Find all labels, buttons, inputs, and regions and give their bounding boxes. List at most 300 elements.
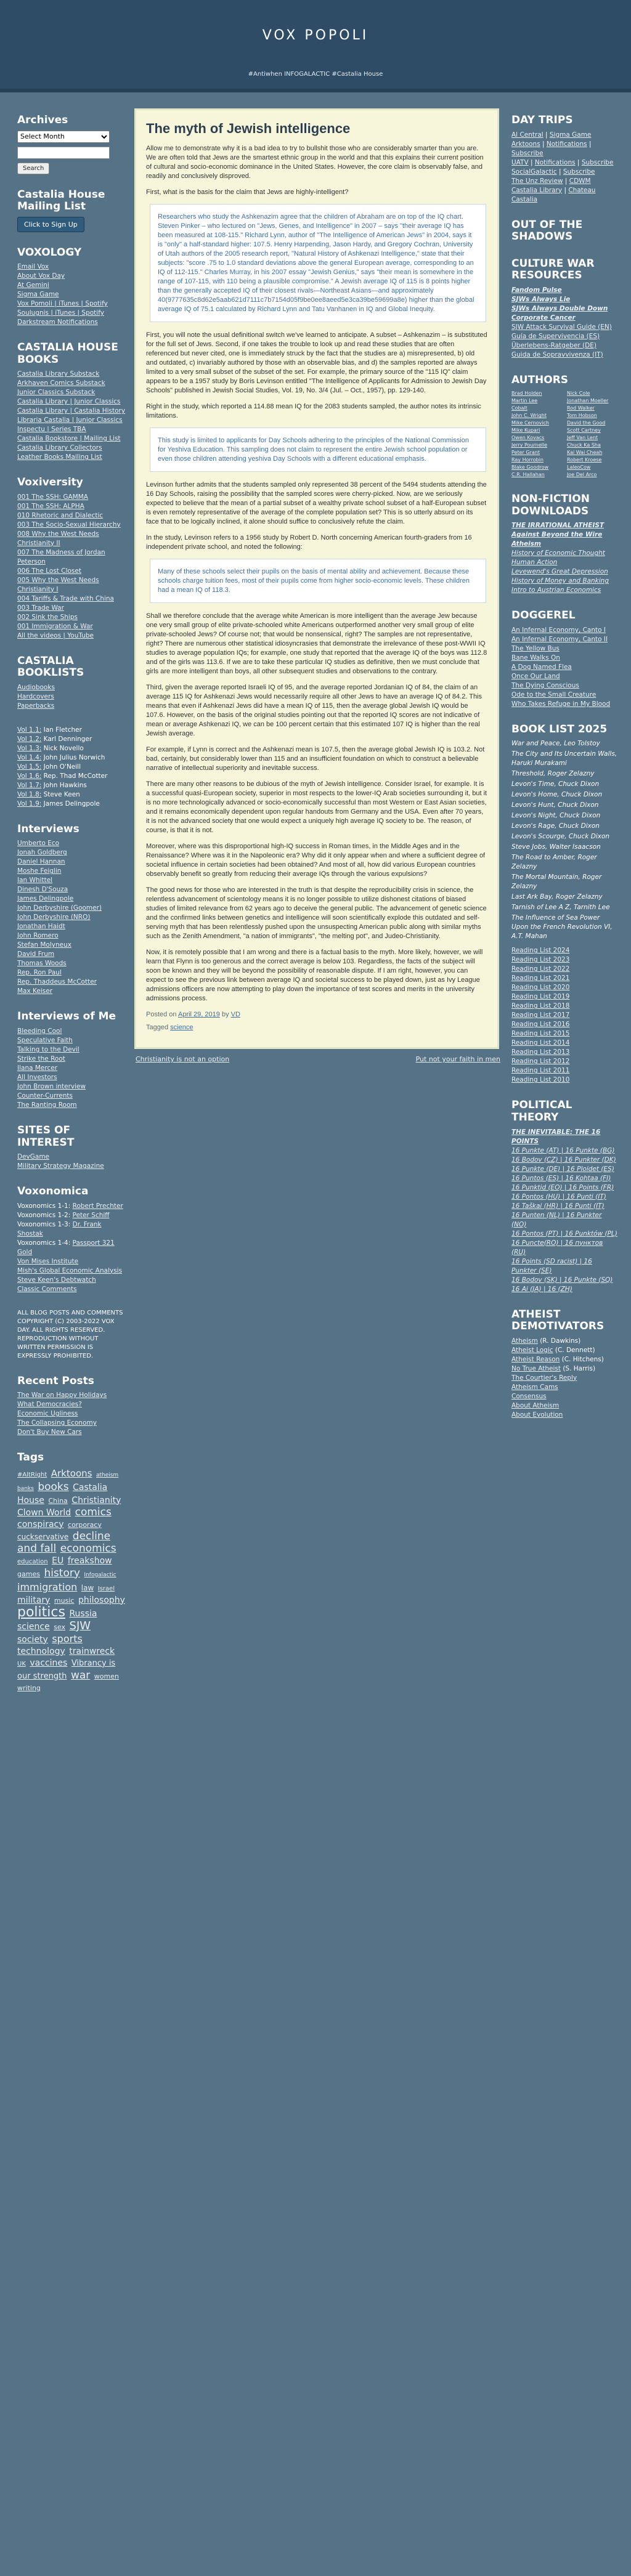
interview-link[interactable]: Jonathan Haidt [17,923,65,931]
demotivator-link[interactable]: No True Atheist [511,1364,561,1372]
interview-of-me-link[interactable]: Bleeding Cool [17,1027,62,1035]
author-link[interactable]: Jeff Van Lent [567,435,598,441]
reading-list-link[interactable]: Reading List 2020 [511,984,570,992]
author-link[interactable]: Robert Kroese [567,457,602,463]
author-link[interactable]: Martin Lee [511,398,538,404]
author-link[interactable]: Jonathan Moeller [567,398,609,404]
interview-of-me-link[interactable]: Speculative Faith [17,1037,73,1045]
book-list-item: Levon's Time, Chuck Dixon [511,780,600,788]
day-trip-link[interactable]: UATV [511,158,529,166]
voxiversity-item [17,502,127,511]
nonfiction-link[interactable]: History of Money and Banking [511,577,609,585]
booklist-list [17,683,127,711]
culture-war-link[interactable]: SJWs Always Lie [511,295,571,303]
author-link[interactable]: Owen Kovacs [511,435,545,441]
interview-of-me-item [17,1082,127,1092]
demotivator-item [511,1346,617,1355]
tag-cloud-link[interactable]: immigration [17,1581,78,1593]
castalia-books-link[interactable]: Castalia Library Collectors [17,444,102,452]
castalia-books-link[interactable]: Inspectu | Series TBA [17,426,86,434]
tag-cloud-link[interactable]: Israel [97,1585,115,1592]
nonfiction-link[interactable]: Intro to Austrian Economics [511,586,601,594]
political-theory-link[interactable]: 16 Pontos (HU) | 16 Punti (IT) [511,1193,606,1201]
tag-cloud-link[interactable]: games [17,1569,40,1578]
political-theory-link[interactable]: THE INEVITABLE: THE 16 POINTS [511,1128,601,1145]
reading-list-item [511,1011,617,1020]
sites-title: SITES OF INTEREST [17,1124,75,1149]
interview-of-me-link[interactable]: Strike the Root [17,1055,65,1063]
voxiversity-link[interactable]: 008 Why the West Needs Christianity II [17,530,99,547]
booklist-link[interactable]: Audiobooks [17,683,55,691]
doggerel-link[interactable]: The Yellow Bus [511,644,560,652]
tag-cloud-link[interactable]: sports [52,1632,83,1645]
interview-of-me-link[interactable]: John Brown interview [17,1083,86,1091]
voxonomica-label: Voxonomics 1-2: [17,1211,71,1219]
castalia-books-link[interactable]: Leather Books Mailing List [17,453,102,461]
nonfiction-link[interactable]: Levewend's Great Depression [511,568,608,576]
voxonomica-link[interactable]: Dr. Frank Shostak [17,1220,102,1237]
voxonomica-link[interactable]: Mish's Global Economic Analysis [17,1266,123,1274]
reading-list-item [511,955,617,965]
voxiversity-item [17,604,127,613]
interview-of-me-list [17,1027,127,1110]
volume-item [17,753,127,763]
shadows-widget [511,219,617,243]
recent-post-link[interactable]: Economic Ugliness [17,1410,78,1418]
doggerel-link[interactable]: The Dying Conscious [511,681,579,689]
author-link[interactable]: VD [230,1011,240,1018]
book-list-item: Threshold, Roger Zelazny [511,770,595,778]
castalia-books-link[interactable]: Castalia Bookstore | Mailing List [17,435,121,443]
castalia-books-item [17,370,127,379]
day-trip-link[interactable]: Subscribe [581,158,614,166]
voxiversity-link[interactable]: 003 Trade War [17,604,64,612]
volume-item [17,800,127,809]
culture-war-item [511,295,617,304]
demotivator-item [511,1383,617,1392]
interview-link[interactable]: Daniel Hannan [17,858,65,866]
demotivator-link[interactable]: Consensus [511,1392,547,1400]
book-list-item: Steve Jobs, Walter Isaacson [511,843,601,851]
voxology-link[interactable]: Email Vox [17,263,49,271]
doggerel-link[interactable]: An Infernal Economy, Canto I [511,626,606,634]
political-theory-link[interactable]: 16 Bodov (SK) | 16 Punkte (SQ) [511,1276,613,1284]
author-link[interactable]: Mike Cernovich [511,420,549,426]
post-paragraph: Right in the study, which reported a 114.88 mean IQ for the 2083 students sampled, the author notes its intrinsic limitations. [146,403,481,419]
reading-list-link[interactable]: Reading List 2012 [511,1058,570,1066]
author-link[interactable]: Brad Holden [511,391,542,397]
tag-link[interactable]: science [170,1024,193,1031]
book-list-item: War and Peace, Leo Tolstoy [511,740,600,748]
site-header [0,0,631,92]
castalia-books-link[interactable]: Junior Classics Substack [17,389,96,397]
interview-link[interactable]: John Derbyshire (Goomer) [17,904,102,912]
tag-cloud-link[interactable]: UK [17,1660,26,1667]
voxiversity-link[interactable]: 007 The Madness of Jordan Peterson [17,548,105,565]
booklists-title: CASTALIA BOOKLISTS [17,654,84,679]
castalia-books-link[interactable]: Castalia Library | Castalia History [17,407,126,415]
political-theory-link[interactable]: 16 Bodov (CZ) | 16 Punkter (DK) [511,1156,616,1164]
voxiversity-link[interactable]: 001 The SSH: GAMMA [17,493,88,501]
interview-of-me-link[interactable]: Ilana Mercer [17,1064,58,1072]
doggerel-link[interactable]: An Infernal Economy, Canto II [511,635,608,643]
doggerel-link[interactable]: Who Takes Refuge in My Blood [511,700,611,708]
author-link[interactable]: John C. Wright [511,413,547,419]
culture-war-link[interactable]: SJWs Always Double Down [511,304,608,312]
reading-list-link[interactable]: Reading List 2013 [511,1048,570,1056]
voxology-link[interactable]: Soulugnis | iTunes | Spotify [17,309,104,317]
tag-cloud-link[interactable]: military [17,1595,51,1605]
political-theory-link[interactable]: 16 Pontos (PT) | 16 Punktów (PL) [511,1229,617,1237]
reading-list-link[interactable]: Reading List 2017 [511,1011,570,1019]
recent-post-item [17,1419,127,1428]
culture-war-link[interactable]: Überlebens-Ratgeber (DE) [511,341,596,349]
interview-of-me-item [17,1073,127,1082]
doggerel-item [511,644,617,654]
voxiversity-item [17,594,127,604]
voxiversity-link[interactable]: 004 Tariffs & Trade with China [17,594,114,602]
political-theory-link[interactable]: 16 Punten (NL) | 16 Punkter (NO) [511,1211,602,1228]
interview-item [17,904,127,913]
voxiversity-link[interactable]: 001 The SSH: ALPHA [17,502,84,510]
tag-cloud-link[interactable]: EU [52,1555,64,1566]
site-title[interactable]: VOX POPOLI [262,28,369,43]
demotivator-text: (S. Harris) [561,1364,596,1372]
voxology-link[interactable]: At Gemini [17,281,49,290]
demotivator-link[interactable]: Atheist Reason [511,1355,560,1363]
volume-item [17,781,127,790]
reading-list-link[interactable]: Reading List 2024 [511,947,570,955]
demotivator-link[interactable]: Atheism Cams [511,1383,558,1391]
voxonomica-item [17,1220,127,1239]
post-paragraph: Levinson further admits that the students sampled only represented 38 percent of the 5494 students attending the 16 Day Schools, raising the possibility that the sampled scores were cherry-picked. Now, are we seriously expected to believe that the mean of a partial subset of a wealthy private school subset of a half-European subset is even remotely representative of the average of the complete population set? This is so utterly absurd on its face that to be logically inclined, it alone should suffice to conclusively refute the claim. [146,481,487,525]
castalia-books-link[interactable]: Arkhaven Comics Substack [17,379,105,387]
political-theory-link[interactable]: 16 Punktid (EO) | 16 Points (FR) [511,1183,614,1191]
voxology-item [17,262,127,272]
culture-war-item [511,332,617,341]
culture-war-item [511,341,617,350]
interview-link[interactable]: Umberto Eco [17,840,60,848]
tag-cloud-link[interactable]: history [44,1566,80,1579]
day-trip-link[interactable]: Notifications [546,140,587,148]
author-link[interactable]: Nick Cole [567,391,590,397]
tag-cloud-link[interactable]: freakshow [67,1555,112,1566]
tag-cloud-link[interactable]: Christianity [71,1495,121,1505]
demotivator-item [511,1337,617,1346]
volume-link[interactable]: Vol 1.3: [17,744,42,752]
post-date-link[interactable]: April 29, 2019 [178,1011,220,1018]
tag-cloud-link[interactable]: Castalia House [17,1482,108,1505]
voxonomica-title: Voxonomica [17,1185,89,1198]
tag-cloud-link[interactable]: trainwreck [69,1646,115,1656]
day-trip-link[interactable]: Castalia Library [511,186,563,194]
doggerel-link[interactable]: A Dog Named Flea [511,663,572,671]
day-trip-link[interactable]: Subscribe [563,168,595,176]
day-trip-link[interactable]: SocialGalactic [511,168,557,176]
author-link[interactable]: Chuck Ka Sha [567,442,601,448]
doggerel-link[interactable]: Ode to the Small Creature [511,691,596,699]
site-link[interactable]: DevGame [17,1153,50,1161]
day-trip-link[interactable]: Chateau Castalia [511,186,596,203]
interview-link[interactable]: Stefan Molyneux [17,941,71,949]
voxology-link[interactable]: Sigma Game [17,291,59,299]
sign-up-button[interactable]: Click to Sign Up [17,217,84,232]
volume-link[interactable]: Vol 1.4: [17,753,42,761]
author-link[interactable]: Peter Grant [511,450,540,456]
book-list-item: The City and Its Uncertain Walls, Haruki Murakami [511,750,617,768]
reading-list-link[interactable]: Reading List 2015 [511,1030,570,1038]
day-trip-link[interactable]: Arktoons [511,140,540,148]
tag-cloud-link[interactable]: #AltRight [17,1471,47,1478]
volume-link[interactable]: Vol 1.1: [17,726,42,734]
reading-list-link[interactable]: Reading List 2011 [511,1067,570,1075]
political-theory-link[interactable]: 16 Punkte (DE) | 16 Ploidet (ES) [511,1165,614,1173]
volume-link[interactable]: Vol 1.7: [17,781,42,789]
tag-cloud-link[interactable]: women [94,1672,119,1680]
author-link[interactable]: Cobalt [511,405,527,411]
voxiversity-link[interactable]: 006 The Lost Closet [17,567,81,575]
interview-of-me-link[interactable]: Counter-Currents [17,1092,73,1100]
culture-war-link[interactable]: Corporate Cancer [511,314,576,322]
voxology-link[interactable]: Vox Pomoli | iTunes | Spotify [17,300,108,308]
search-input[interactable] [17,147,110,159]
tag-cloud-link[interactable]: cuckservative [17,1532,69,1541]
author-link[interactable]: Mike Kupari [511,427,540,434]
post-paragraph: Shall we therefore conclude that the average white American is more intelligent than the average Jew because one very small group of elite private-schooled white Americans outperformed another very small group of elite private-schooled Jews? Of course not; that would be nonsensical, right? The samples are not representative, right? There are numerous other statistical idiosyncrasies that demonstrate the irrelevance of these post-WWII IQ studies to average population IQs; for example, one study that reported that the average IQ of the boys was 112.8 and of the girls was 113.6. If we are to take these particular IQ studies as definitive, then we must conclude that girls are more intelligent than boys, all other subsequent studies and observations to the contrary. [146,612,487,675]
tag-cloud-link[interactable]: music [54,1596,75,1605]
author-link[interactable]: David the Good [567,420,606,426]
post-quote: Researchers who study the Ashkenazim agree that the children of Abraham are on top of the IQ chart. Steven Pinker – who lectured on "Jews, Genes, and Intelligence" in 2007 – says "their average IQ has been measured at 108-115." Richard Lynn, author of "The Intelligence of American Jews" in 2004, says it is "only" a half-standard higher: 107.5. Henry Harpending, Jason Hardy, and Gregory Cochran, University of Utah authors of the 2005 research report, "Natural History of Ashkenazi Intelligence," state that their subjects: "score .75 to 1.0 standard deviations above the general European average, corresponding to an IQ of 112-115." Charles Murray, in his 2007 essay "Jewish Genius," says "their mean is somewhere in the range of 107-115, with 110 being a plausible compromise." A Jewish average IQ of 115 is 8 points higher than the generally accepted IQ of their closest rivals—Northeast Asians—and approximately 40(9777635c8d62e5aab621d7111c7b7154d05f9be0ee8aeed5e3ca39be59699a8e) higher than the global average IQ of 75.1 calculated by Richard Lynn and Tatu Vanhanen in IQ and Global Inequity. [150,204,486,322]
demotivator-link[interactable]: About Atheism [511,1401,560,1409]
interview-link[interactable]: John Derbyshire (NRO) [17,913,91,921]
tags-title: Tags [17,1451,44,1464]
interviews-widget [17,824,127,997]
political-theory-link[interactable]: 16 Punkte (AT) | 16 Punkte (BG) [511,1146,615,1154]
tag-cloud-link[interactable]: comics [75,1505,112,1518]
volume-item [17,735,127,744]
tag-cloud-link[interactable]: war [70,1669,91,1682]
booklist-link[interactable]: Hardcovers [17,692,54,700]
voxiversity-item [17,548,127,567]
search-button[interactable]: Search [17,163,49,174]
tag-cloud-link[interactable]: vaccines [30,1658,68,1668]
culture-war-link[interactable]: Guida de Sopravvivenza (IT) [511,350,603,358]
tag-cloud-link[interactable]: society [17,1634,48,1645]
tag-cloud-link[interactable]: science [17,1621,50,1632]
culture-war-item [511,350,617,360]
author-link[interactable]: C.R. Hallahan [511,472,545,478]
nonfiction-link[interactable]: THE IRRATIONAL ATHEIST [511,522,605,530]
culture-war-link[interactable]: Guía de Supervivencia (ES) [511,332,600,340]
author-link[interactable]: Jerry Pournelle [511,442,548,448]
site-link[interactable]: Military Strategy Magazine [17,1162,104,1170]
voxiversity-link[interactable]: 003 The Socio-Sexual Hierarchy [17,520,121,529]
tag-cloud-link[interactable]: Russia [69,1608,97,1619]
reading-list-link[interactable]: Reading List 2016 [511,1021,570,1029]
tag-cloud-link[interactable]: conspiracy [17,1519,64,1529]
author-link[interactable]: Tom Hobson [567,413,597,419]
reading-list-link[interactable]: Reading List 2021 [511,974,570,982]
demotivator-link[interactable]: The Courtier's Reply [511,1374,577,1382]
reading-list-link[interactable]: Reading List 2019 [511,993,570,1001]
political-theory-link[interactable]: 16 Ai (JA) | 16 (ZH) [511,1285,572,1293]
author-link[interactable]: Joe Del Arco [567,472,597,478]
next-post-link[interactable]: Put not your faith in men [415,1055,500,1063]
voxonomica-item [17,1276,127,1285]
voxonomica-link[interactable]: Peter Schiff [72,1211,110,1219]
tag-cloud-link[interactable]: atheism [96,1472,119,1478]
voxiversity-link[interactable]: 010 Rhetoric and Dialectic [17,511,104,519]
political-theory-link[interactable]: 16 Points (SD racist) | 16 Punkter (SE) [511,1257,592,1274]
interview-link[interactable]: Jonah Goldberg [17,849,67,857]
interview-link[interactable]: James Delingpole [17,895,74,903]
post-paragraph: There are many other reasons to be dubious of the myth of Jewish intelligence. Consider Israel, for example. It is a successful quasi-European society, superior in most respects to the lower-IQ Arab societies surrounding it, but it is no more technologically advanced or socio-economically successful than most Western or East Asian societies, and it remains economically dependent upon regular handouts from Germany and the USA. Even after 70 years, it is not the advanced society that one would expect a uniquely high average IQ society to be. The reason, of course, is that it is not. [146,780,487,834]
castalia-books-link[interactable]: Castalia Library | Junior Classics [17,398,121,406]
volume-link[interactable]: Vol 1.2: [17,735,42,743]
interview-of-me-link[interactable]: All Investors [17,1074,57,1082]
tag-cloud-link[interactable]: Arktoons [51,1467,92,1479]
voxonomica-link[interactable]: Robert Prechter [72,1202,123,1210]
nonfiction-link[interactable]: History of Economic Thought [511,549,605,557]
demotivator-link[interactable]: Atheism [511,1337,538,1345]
tag-cloud-link[interactable]: education [17,1558,48,1565]
previous-post-link[interactable]: Christianity is not an option [136,1055,230,1063]
interview-of-me-link[interactable]: Talking to the Devil [17,1046,79,1054]
recent-post-link[interactable]: Don't Buy New Cars [17,1428,82,1436]
voxiversity-link[interactable]: All the videos | YouTube [17,631,94,639]
interview-of-me-link[interactable]: The Ranting Room [17,1101,77,1109]
doggerel-link[interactable]: Bane Walks On [511,654,560,662]
voxonomica-item [17,1202,127,1211]
tag-cloud-link[interactable]: banks [17,1485,34,1492]
book-list-item: The Influence of Sea Power Upon the French Revolution VI, A.T. Mahan [511,914,613,941]
tag-cloud-link[interactable]: economics [60,1542,116,1555]
volume-link[interactable]: Vol 1.9: [17,800,42,808]
nonfiction-title: NON-FICTION DOWNLOADS [511,493,590,517]
doggerel-list [511,626,617,709]
voxonomica-link[interactable]: Classic Comments [17,1285,77,1293]
tag-cloud-link[interactable]: politics [17,1604,65,1620]
interview-link[interactable]: Max Keiser [17,987,53,995]
reading-list-link[interactable]: Reading List 2010 [511,1076,570,1084]
reading-list-link[interactable]: Reading List 2014 [511,1039,570,1047]
day-trip-link[interactable]: Subscribe [511,149,543,157]
voxology-item [17,309,127,318]
recent-post-link[interactable]: The War on Happy Holidays [17,1391,107,1399]
voxiversity-link[interactable]: 005 Why the West Needs Christianity I [17,576,99,593]
doggerel-link[interactable]: Once Our Land [511,672,560,680]
demotivators-title: ATHEIST DEMOTIVATORS [511,1308,605,1333]
castalia-books-link[interactable]: Libraria Castalia | Junior Classics [17,416,123,424]
recent-post-link[interactable]: The Collapsing Economy [17,1419,97,1427]
demotivator-link[interactable]: About Evolution [511,1411,563,1419]
voxology-link[interactable]: About Vox Day [17,272,65,280]
tag-cloud-link[interactable]: Infogalactic [84,1571,116,1578]
author-link[interactable]: Rod Walker [567,405,595,411]
interview-link[interactable]: David Frum [17,950,55,958]
interview-link[interactable]: John Romero [17,932,59,940]
author-link[interactable]: Kai Wai Cheah [567,450,603,456]
interview-link[interactable]: Moshe Feiglin [17,867,62,875]
tag-cloud-link[interactable]: writing [17,1683,41,1692]
day-trip-link[interactable]: The Unz Review [511,177,563,185]
reading-list-link[interactable]: Reading List 2022 [511,965,570,973]
tag-cloud-link[interactable]: decline and fall [17,1529,111,1555]
voxiversity-link[interactable]: 001 Immigration & War [17,622,93,630]
author-link[interactable]: Blake Goodrow [511,464,549,471]
political-theory-link[interactable]: 16 Puncte(RO) | 16 пунктов (RU) [511,1239,603,1256]
culture-war-item [511,286,617,295]
volume-link[interactable]: Vol 1.5: [17,763,42,771]
archive-month-select[interactable] [17,131,110,143]
day-trip-link[interactable]: Al Central [511,131,543,139]
book-list-item: Levon's Night, Chuck Dixon [511,812,601,820]
author-link[interactable]: Scott Cartney [567,427,601,434]
tag-cloud-link[interactable]: corporacy [68,1520,102,1529]
day-trip-link[interactable]: Notifications [534,158,576,166]
tag-cloud-link[interactable]: law [81,1583,94,1592]
author-link[interactable]: Ray Horrobin [511,457,543,463]
interview-link[interactable]: Thomas Woods [17,960,67,968]
voxonomica-link[interactable]: Steve Keen's Debtwatch [17,1276,96,1284]
reading-list-link[interactable]: Reading List 2018 [511,1002,570,1010]
tag-cloud-link[interactable]: books [38,1480,69,1493]
reading-list-item [511,974,617,983]
voxiversity-link[interactable]: 002 Sink the Ships [17,613,78,621]
tag-cloud-link[interactable]: philosophy [78,1595,125,1605]
volume-text: Nick Novello [41,744,84,752]
tag-cloud-link[interactable]: Clown World [17,1507,71,1518]
tag-cloud-link[interactable]: technology [17,1646,65,1656]
day-trip-link[interactable]: CDWM [569,177,591,185]
author-link[interactable]: LaleoCow [567,464,591,471]
voxiversity-item [17,530,127,548]
reading-list-link[interactable]: Reading List 2023 [511,956,570,964]
political-theory-link[interactable]: 16 Puntos (ES) | 16 Kohtaa (FI) [511,1174,611,1182]
book-list-item: Levon's Home, Chuck Dixon [511,791,603,799]
castalia-books-link[interactable]: Castalia Library Substack [17,370,100,378]
tag-cloud-link[interactable]: sex [54,1622,66,1631]
volume-link[interactable]: Vol 1.6: [17,772,42,780]
interview-link[interactable]: Rep. Thaddeus McCotter [17,978,97,986]
political-theory-item [511,1128,617,1146]
booklist-link[interactable]: Paperbacks [17,702,55,710]
interview-link[interactable]: Dinesh D'Souza [17,886,68,894]
tag-cloud-link[interactable]: China [48,1496,68,1505]
interview-link[interactable]: Rep. Ron Paul [17,969,62,977]
tag-cloud [17,1468,127,1694]
interview-link[interactable]: Ian Whittel [17,877,53,885]
voxonomica-link[interactable]: Von Mises Institute [17,1257,79,1265]
nonfiction-link[interactable]: Against Beyond the Wire Atheism [511,531,603,548]
political-theory-link[interactable]: 16 Taškai (HR) | 16 Punti (IT) [511,1202,605,1210]
castalia-books-item [17,407,127,416]
recent-posts-widget [17,1375,127,1438]
political-theory-item [511,1165,617,1174]
day-trip-link[interactable]: Sigma Game [549,131,592,139]
voxonomica-link[interactable]: Passport 321 Gold [17,1239,115,1256]
tag-cloud-link[interactable]: Vibrancy is our strength [17,1658,116,1681]
culture-war-link[interactable]: SJW Attack Survival Guide (EN) [511,323,612,331]
demotivator-link[interactable]: Atheist Logic [511,1346,553,1354]
voxology-link[interactable]: Darkstream Notifications [17,318,98,326]
tagged-label: Tagged [146,1024,171,1031]
nonfiction-link[interactable]: Human Action [511,559,558,567]
volume-link[interactable]: Vol 1.8: [17,790,42,798]
culture-war-link[interactable]: Fandom Pulse [511,286,562,294]
recent-post-link[interactable]: What Democracies? [17,1401,82,1409]
tag-cloud-link[interactable]: SJW [69,1619,91,1632]
